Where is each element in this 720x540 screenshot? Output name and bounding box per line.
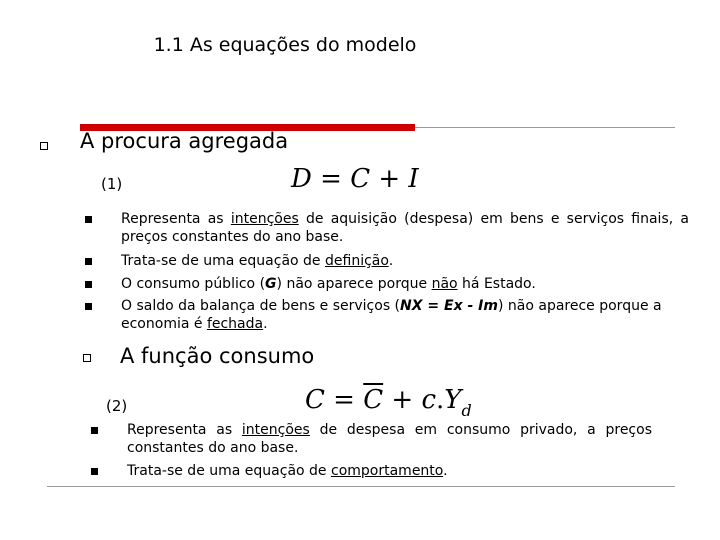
square-bullet-icon	[85, 258, 92, 265]
square-bullet-icon	[91, 427, 98, 434]
square-bullet-icon	[85, 216, 92, 223]
square-bullet-icon	[91, 468, 98, 475]
list-item: O consumo público (G) não aparece porque não há Estado.	[121, 276, 536, 294]
list-item: O saldo da balança de bens e serviços (NX = Ex - Im) não aparece porque a economia é fechada.	[121, 298, 689, 333]
list-item: Trata-se de uma equação de definição.	[121, 253, 393, 271]
formula-equals: =	[311, 164, 351, 194]
equation-2-formula	[305, 385, 472, 420]
formula-equals: =	[324, 385, 364, 415]
formula-dot: .	[436, 385, 445, 415]
hollow-square-bullet-icon	[40, 142, 48, 150]
formula-var-c: C	[305, 385, 325, 415]
square-bullet-icon	[85, 303, 92, 310]
list-item: Representa as intenções de despesa em consumo privado, a preços constantes do ano base.	[127, 422, 652, 457]
list-item: Representa as intenções de aquisição (despesa) em bens e serviços finais, a preços constantes do ano base.	[121, 211, 689, 246]
formula-subscript-d: d	[461, 401, 472, 420]
hollow-square-bullet-icon	[83, 354, 91, 362]
formula-var-cbar: $\overline{C}$	[363, 385, 384, 415]
formula-var-c-lower: c	[421, 385, 437, 415]
formula-var-i: I	[408, 164, 419, 194]
formula-var-y: Y	[444, 385, 462, 415]
square-bullet-icon	[85, 281, 92, 288]
title-divider-line	[415, 127, 675, 128]
equation-label-2: (2)	[106, 397, 128, 415]
equation-label-1: (1)	[101, 175, 123, 193]
list-item: Trata-se de uma equação de comportamento.	[127, 463, 448, 481]
section-heading-consumo: A função consumo	[120, 344, 315, 368]
formula-plus: +	[370, 164, 409, 194]
formula-var-c: C	[350, 164, 371, 194]
equation-1-formula	[291, 164, 419, 194]
slide-title: 1.1 As equações do modelo	[153, 34, 417, 56]
section-heading-procura: A procura agregada	[80, 129, 289, 153]
footer-divider-line	[47, 486, 675, 487]
formula-plus: +	[383, 385, 422, 415]
formula-var-d: D	[291, 164, 312, 194]
